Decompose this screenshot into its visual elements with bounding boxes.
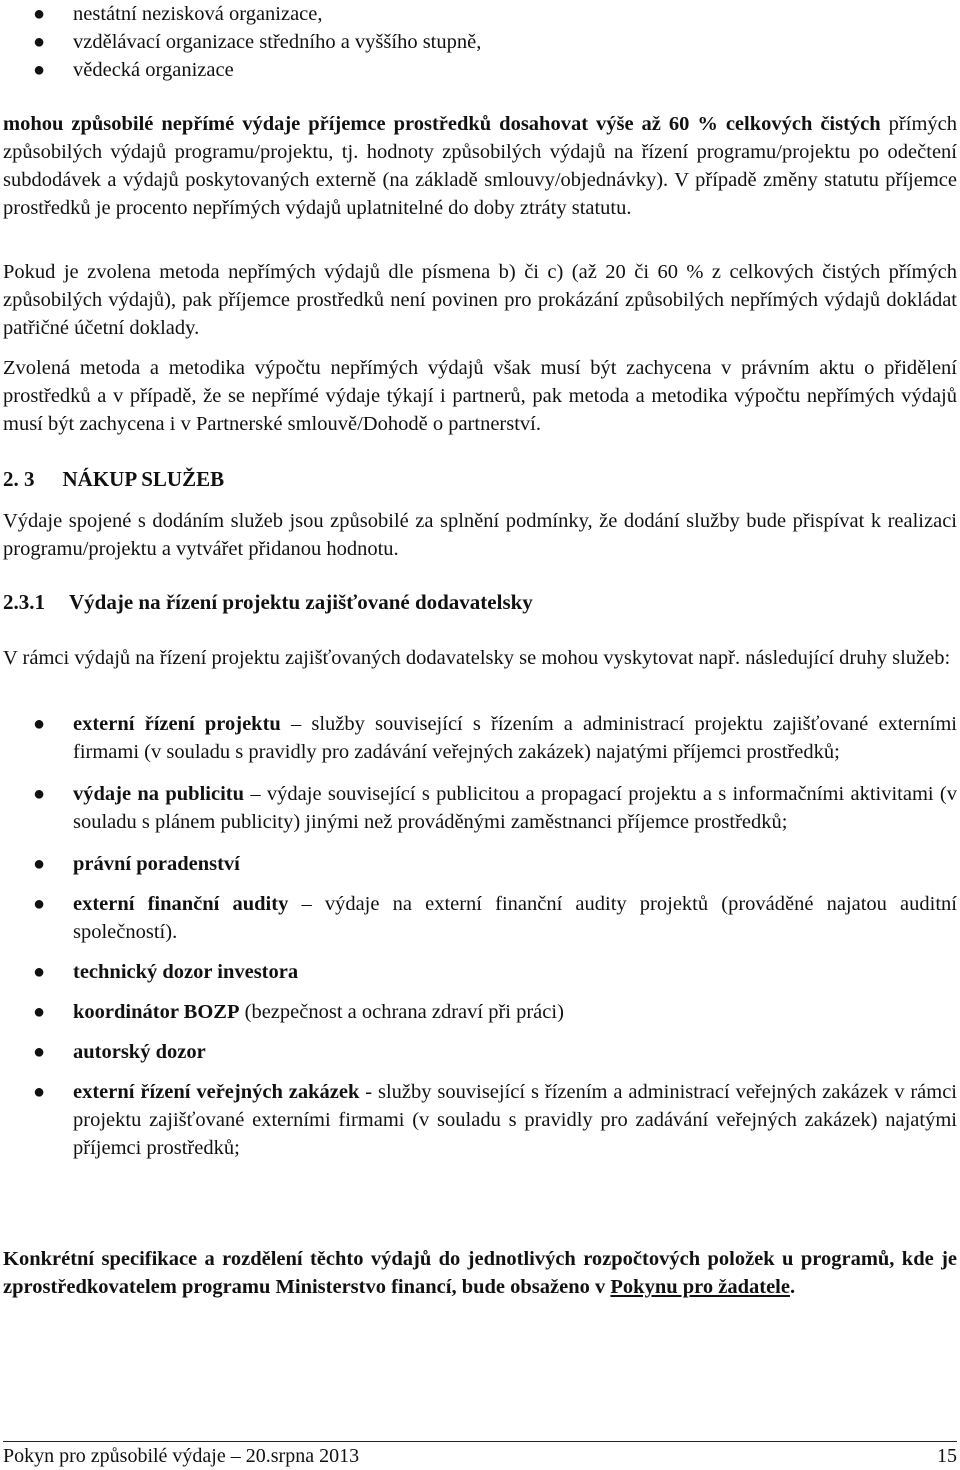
- paragraph-service-types: V rámci výdajů na řízení projektu zajišťovaných dodavatelsky se mohou vyskytovat např. následující druhy služeb:: [3, 647, 951, 669]
- list-item: ● koordinátor BOZP (bezpečnost a ochrana zdraví při práci): [3, 998, 957, 1026]
- paragraph-method: Pokud je zvolena metoda nepřímých výdajů dle písmena b) či c) (až 20 či 60 % z celkových čistých přímých způsobilých výdajů), pak příjemce prostředků není povinen pro prokázání způsobilých nepřímých výdajů dokládat patřičné účetní doklady.: [3, 261, 957, 339]
- bullet-icon: ●: [33, 31, 46, 53]
- bullet-icon: ●: [33, 893, 46, 915]
- bullet-icon: ●: [33, 713, 46, 735]
- bullet-icon: ●: [33, 1081, 46, 1103]
- list-item: ● výdaje na publicitu – výdaje související s publicitou a propagací projektu a s informačními aktivitami (v souladu s plánem publicity) jinými než prováděnými zaměstnanci příjemce prostředků;: [3, 780, 957, 836]
- bullet-icon: ●: [33, 1041, 46, 1063]
- section-heading-2-3: 2. 3 NÁKUP SLUŽEB: [3, 467, 225, 491]
- bullet-icon: ●: [33, 783, 46, 805]
- paragraph-method-legal: Zvolená metoda a metodika výpočtu nepřímých výdajů však musí být zachycena v právním aktu o přidělení prostředků a v případě, že se nepřímé výdaje týkají i partnerů, pak metoda a metodika výpočtu nepřímých výdajů musí být zachycena i v Partnerské smlouvě/Dohodě o partnerství.: [3, 357, 957, 435]
- list-item: ● externí finanční audity – výdaje na externí finanční audity projektů (prováděné najatou auditní společností).: [3, 890, 957, 946]
- paragraph-specification: Konkrétní specifikace a rozdělení těchto výdajů do jednotlivých rozpočtových položek u programů, kde je zprostředkovatelem programu Ministerstvo financí, bude obsaženo v Pokynu pro žadatele.: [3, 1248, 957, 1298]
- bullet-icon: ●: [33, 59, 46, 81]
- paragraph-services: Výdaje spojené s dodáním služeb jsou způsobilé za splnění podmínky, že dodání služby bude přispívat k realizaci programu/projektu a vytvářet přidanou hodnotu.: [3, 510, 957, 560]
- footer-title: Pokyn pro způsobilé výdaje – 20.srpna 2013: [3, 1445, 360, 1467]
- services-list: [3, 710, 957, 1162]
- list-item: ● externí řízení projektu – služby související s řízením a administrací projektu zajišťované externími firmami (v souladu s pravidly pro zadávání veřejných zakázek) najatými příjemci prostředků;: [3, 710, 957, 766]
- paragraph-indirect-costs: mohou způsobilé nepřímé výdaje příjemce prostředků dosahovat výše až 60 % celkových čistých přímých způsobilých výdajů programu/projektu, tj. hodnoty způsobilých výdajů na řízení programu/projektu po odečtení subdodávek a výdajů poskytovaných externě (na základě smlouvy/objednávky). V případě změny statutu příjemce prostředků je procento nepřímých výdajů uplatnitelné do doby ztráty statutu.: [3, 113, 957, 219]
- section-heading-2-3-1: 2.3.1 Výdaje na řízení projektu zajišťované dodavatelsky: [3, 590, 533, 614]
- page-footer: [3, 1441, 957, 1468]
- list-item: ● autorský dozor: [3, 1038, 957, 1066]
- bullet-icon: ●: [33, 3, 46, 25]
- bullet-icon: ●: [33, 1001, 46, 1023]
- organization-list: [3, 0, 957, 84]
- list-item: ● vzdělávací organizace středního a vyššího stupně,: [3, 28, 957, 56]
- applicant-guide-link[interactable]: Pokynu pro žadatele: [610, 1276, 790, 1298]
- bullet-icon: ●: [33, 853, 46, 875]
- list-item: ● vědecká organizace: [3, 56, 957, 84]
- page-number: 15: [937, 1445, 957, 1467]
- bullet-icon: ●: [33, 961, 46, 983]
- list-item: ● právní poradenství: [3, 850, 957, 878]
- list-item: ● nestátní nezisková organizace,: [3, 0, 957, 28]
- list-item: ● technický dozor investora: [3, 958, 957, 986]
- list-item: ● externí řízení veřejných zakázek - služby související s řízením a administrací veřejných zakázek v rámci projektu zajišťované externími firmami (v souladu s pravidly pro zadávání veřejných zakázek) najatými příjemci prostředků;: [3, 1078, 957, 1162]
